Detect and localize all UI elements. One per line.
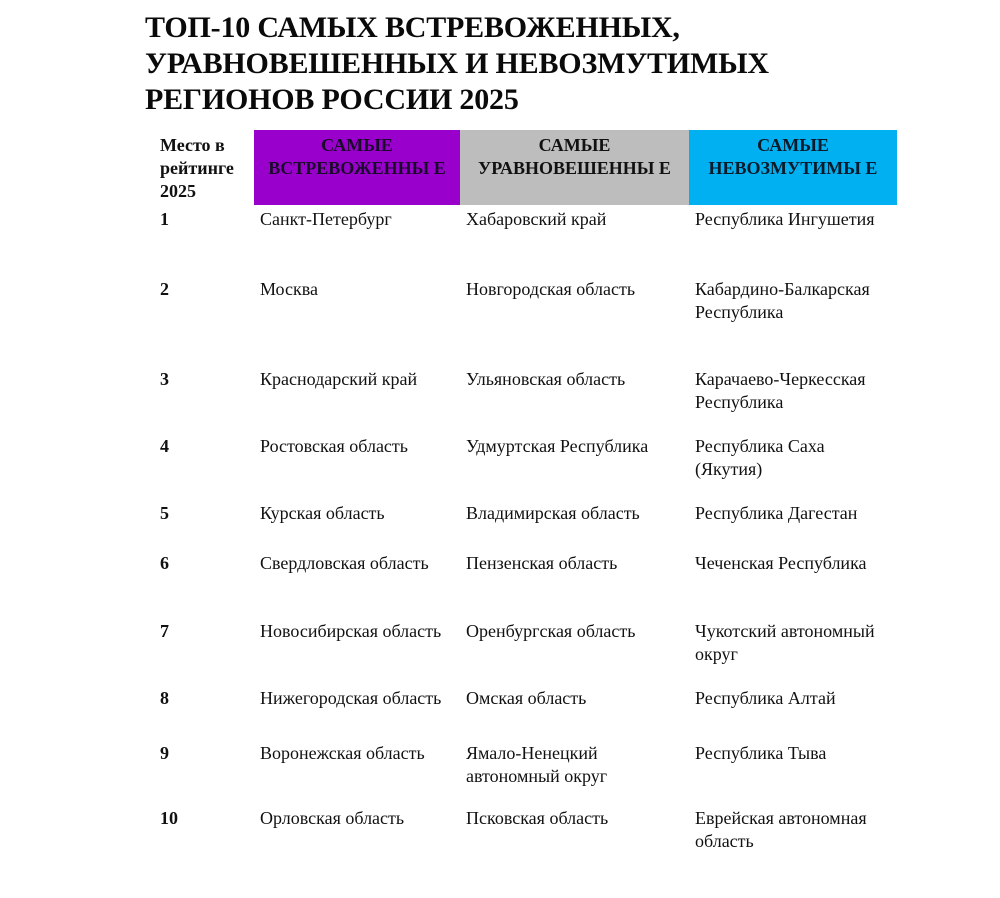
anxious-cell: Краснодарский край bbox=[260, 369, 418, 389]
rank-cell: 5 bbox=[160, 503, 169, 523]
table-row bbox=[157, 499, 897, 549]
calm-cell: Кабардино-Балкарская Республика bbox=[695, 279, 870, 322]
header-rank: Место в рейтинге 2025 bbox=[157, 130, 254, 205]
anxious-cell: Москва bbox=[260, 279, 318, 299]
table-row bbox=[157, 275, 897, 365]
anxious-cell: Курская область bbox=[260, 503, 385, 523]
rank-cell: 2 bbox=[160, 279, 169, 299]
anxious-cell: Свердловская область bbox=[260, 553, 429, 573]
rank-cell: 7 bbox=[160, 621, 169, 641]
calm-cell: Чукотский автономный округ bbox=[695, 621, 875, 664]
balanced-cell: Пензенская область bbox=[466, 553, 618, 573]
table-row bbox=[157, 205, 897, 275]
header-anxious: САМЫЕ ВСТРЕВОЖЕННЫ Е bbox=[254, 130, 460, 205]
balanced-cell: Оренбургская область bbox=[466, 621, 636, 641]
balanced-cell: Новгородская область bbox=[466, 279, 636, 299]
calm-cell: Еврейская автономная область bbox=[695, 808, 867, 851]
table-row bbox=[157, 365, 897, 432]
table-row bbox=[157, 549, 897, 617]
table-row bbox=[157, 684, 897, 739]
regions-table bbox=[157, 130, 897, 857]
rank-cell: 9 bbox=[160, 743, 169, 763]
calm-cell: Республика Саха (Якутия) bbox=[695, 436, 825, 479]
balanced-cell: Удмуртская Республика bbox=[466, 436, 649, 456]
anxious-cell: Воронежская область bbox=[260, 743, 425, 763]
rank-cell: 1 bbox=[160, 209, 169, 229]
table-row bbox=[157, 617, 897, 684]
balanced-cell: Псковская область bbox=[466, 808, 609, 828]
balanced-cell: Ульяновская область bbox=[466, 369, 626, 389]
calm-cell: Республика Тыва bbox=[695, 743, 827, 763]
anxious-cell: Нижегородская область bbox=[260, 688, 442, 708]
header-balanced: САМЫЕ УРАВНОВЕШЕННЫ Е bbox=[460, 130, 689, 205]
table-row bbox=[157, 432, 897, 499]
anxious-cell: Ростовская область bbox=[260, 436, 408, 456]
balanced-cell: Ямало-Ненецкий автономный округ bbox=[466, 743, 608, 786]
rank-cell: 3 bbox=[160, 369, 169, 389]
page-title: ТОП-10 САМЫХ ВСТРЕВОЖЕННЫХ, УРАВНОВЕШЕННЫХ И НЕВОЗМУТИМЫХ РЕГИОНОВ РОССИИ 2025 bbox=[145, 11, 769, 116]
balanced-cell: Омская область bbox=[466, 688, 587, 708]
calm-cell: Республика Алтай bbox=[695, 688, 836, 708]
anxious-cell: Орловская область bbox=[260, 808, 405, 828]
rank-cell: 4 bbox=[160, 436, 169, 456]
anxious-cell: Новосибирская область bbox=[260, 621, 442, 641]
table-header-row bbox=[157, 130, 897, 205]
calm-cell: Республика Дагестан bbox=[695, 503, 858, 523]
calm-cell: Чеченская Республика bbox=[695, 553, 867, 573]
calm-cell: Республика Ингушетия bbox=[695, 209, 875, 229]
calm-cell: Карачаево-Черкесская Республика bbox=[695, 369, 866, 412]
balanced-cell: Хабаровский край bbox=[466, 209, 607, 229]
table-row bbox=[157, 739, 897, 804]
rank-cell: 6 bbox=[160, 553, 169, 573]
table-row bbox=[157, 804, 897, 857]
anxious-cell: Санкт-Петербург bbox=[260, 209, 392, 229]
rank-cell: 10 bbox=[160, 808, 178, 828]
balanced-cell: Владимирская область bbox=[466, 503, 640, 523]
rank-cell: 8 bbox=[160, 688, 169, 708]
header-calm: САМЫЕ НЕВОЗМУТИМЫ Е bbox=[689, 130, 897, 205]
